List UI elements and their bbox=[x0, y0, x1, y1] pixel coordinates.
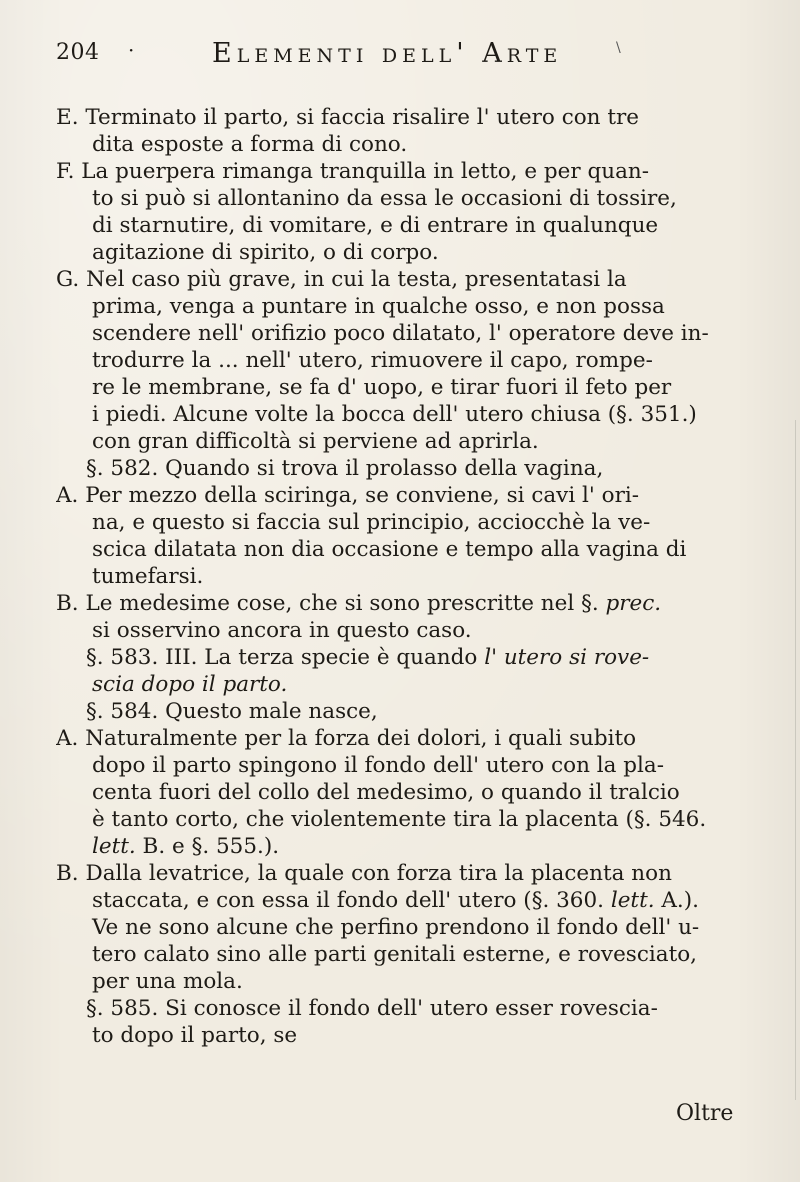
text-line: di starnutire, di vomitare, e di entrare in qualunque bbox=[92, 213, 659, 238]
text-line: scendere nell' orifizio poco dilatato, l' operatore deve in- bbox=[92, 321, 709, 346]
text-line: dopo il parto spingono il fondo dell' utero con la pla- bbox=[92, 753, 665, 778]
section-line bbox=[56, 644, 752, 671]
body-text bbox=[56, 104, 752, 1049]
text-line: i piedi. Alcune volte la bocca dell' utero chiusa (§. 351.) bbox=[92, 402, 697, 427]
text-line: centa fuori del collo del medesimo, o quando il tralcio bbox=[92, 780, 680, 805]
text-line: agitazione di spirito, o di corpo. bbox=[92, 240, 439, 265]
text-line: è tanto corto, che violentemente tira la placenta (§. 546. bbox=[92, 807, 707, 832]
text-run: B. Le medesime cose, che si sono prescritte nel §. bbox=[56, 591, 606, 616]
italic-run: prec. bbox=[605, 591, 662, 616]
section-line: §. 584. Questo male nasce, bbox=[86, 699, 378, 724]
text-run: B. e §. 555.). bbox=[135, 834, 280, 859]
text-line: G. Nel caso più grave, in cui la testa, presentatasi la bbox=[56, 267, 627, 292]
text-line bbox=[56, 590, 752, 617]
header-dot: · bbox=[128, 38, 135, 62]
text-line: tumefarsi. bbox=[92, 564, 204, 589]
text-run: staccata, e con essa il fondo dell' utero (§. 360. bbox=[92, 888, 611, 913]
text-line: A. Per mezzo della sciringa, se conviene, si cavi l' ori- bbox=[56, 483, 640, 508]
italic-run: lett. bbox=[610, 888, 655, 913]
text-line: prima, venga a puntare in qualche osso, e non possa bbox=[92, 294, 665, 319]
text-line: B. Dalla levatrice, la quale con forza tira la placenta non bbox=[56, 861, 672, 886]
text-line: F. La puerpera rimanga tranquilla in letto, e per quan- bbox=[56, 159, 650, 184]
catchword: Oltre bbox=[676, 1101, 734, 1126]
text-line: A. Naturalmente per la forza dei dolori, i quali subito bbox=[56, 726, 637, 751]
page-header bbox=[56, 38, 756, 74]
text-line: to dopo il parto, se bbox=[92, 1023, 298, 1048]
text-line: re le membrane, se fa d' uopo, e tirar fuori il feto per bbox=[92, 375, 672, 400]
text-run: §. 583. III. La terza specie è quando bbox=[86, 645, 485, 670]
text-line bbox=[56, 887, 752, 914]
text-line: con gran difficoltà si perviene ad aprirla. bbox=[92, 429, 539, 454]
page-edge-shadow bbox=[795, 420, 796, 1100]
text-line bbox=[56, 833, 752, 860]
text-line: tero calato sino alle parti genitali esterne, e rovesciato, bbox=[92, 942, 697, 967]
running-title: Elementi dell' Arte bbox=[212, 38, 563, 69]
italic-run: l' utero si rove- bbox=[484, 645, 650, 670]
text-line: dita esposte a forma di cono. bbox=[92, 132, 408, 157]
text-line: scica dilatata non dia occasione e tempo alla vagina di bbox=[92, 537, 687, 562]
page-number: 204 bbox=[56, 40, 100, 65]
italic-line: scia dopo il parto. bbox=[92, 672, 288, 697]
italic-run: lett. bbox=[92, 834, 136, 859]
section-line: §. 582. Quando si trova il prolasso della vagina, bbox=[86, 456, 604, 481]
text-line: trodurre la ... nell' utero, rimuovere il capo, rompe- bbox=[92, 348, 653, 373]
text-line: E. Terminato il parto, si faccia risalire l' utero con tre bbox=[56, 105, 639, 130]
text-line: Ve ne sono alcune che perfino prendono il fondo dell' u- bbox=[92, 915, 700, 940]
text-line: na, e questo si faccia sul principio, acciocchè la ve- bbox=[92, 510, 651, 535]
text-line: per una mola. bbox=[92, 969, 243, 994]
text-line: si osservino ancora in questo caso. bbox=[92, 618, 472, 643]
section-line: §. 585. Si conosce il fondo dell' utero esser rovescia- bbox=[86, 996, 658, 1021]
text-line: to si può si allontanino da essa le occasioni di tossire, bbox=[92, 186, 677, 211]
text-run: A.). bbox=[654, 888, 699, 913]
top-mark: \ bbox=[616, 40, 621, 56]
